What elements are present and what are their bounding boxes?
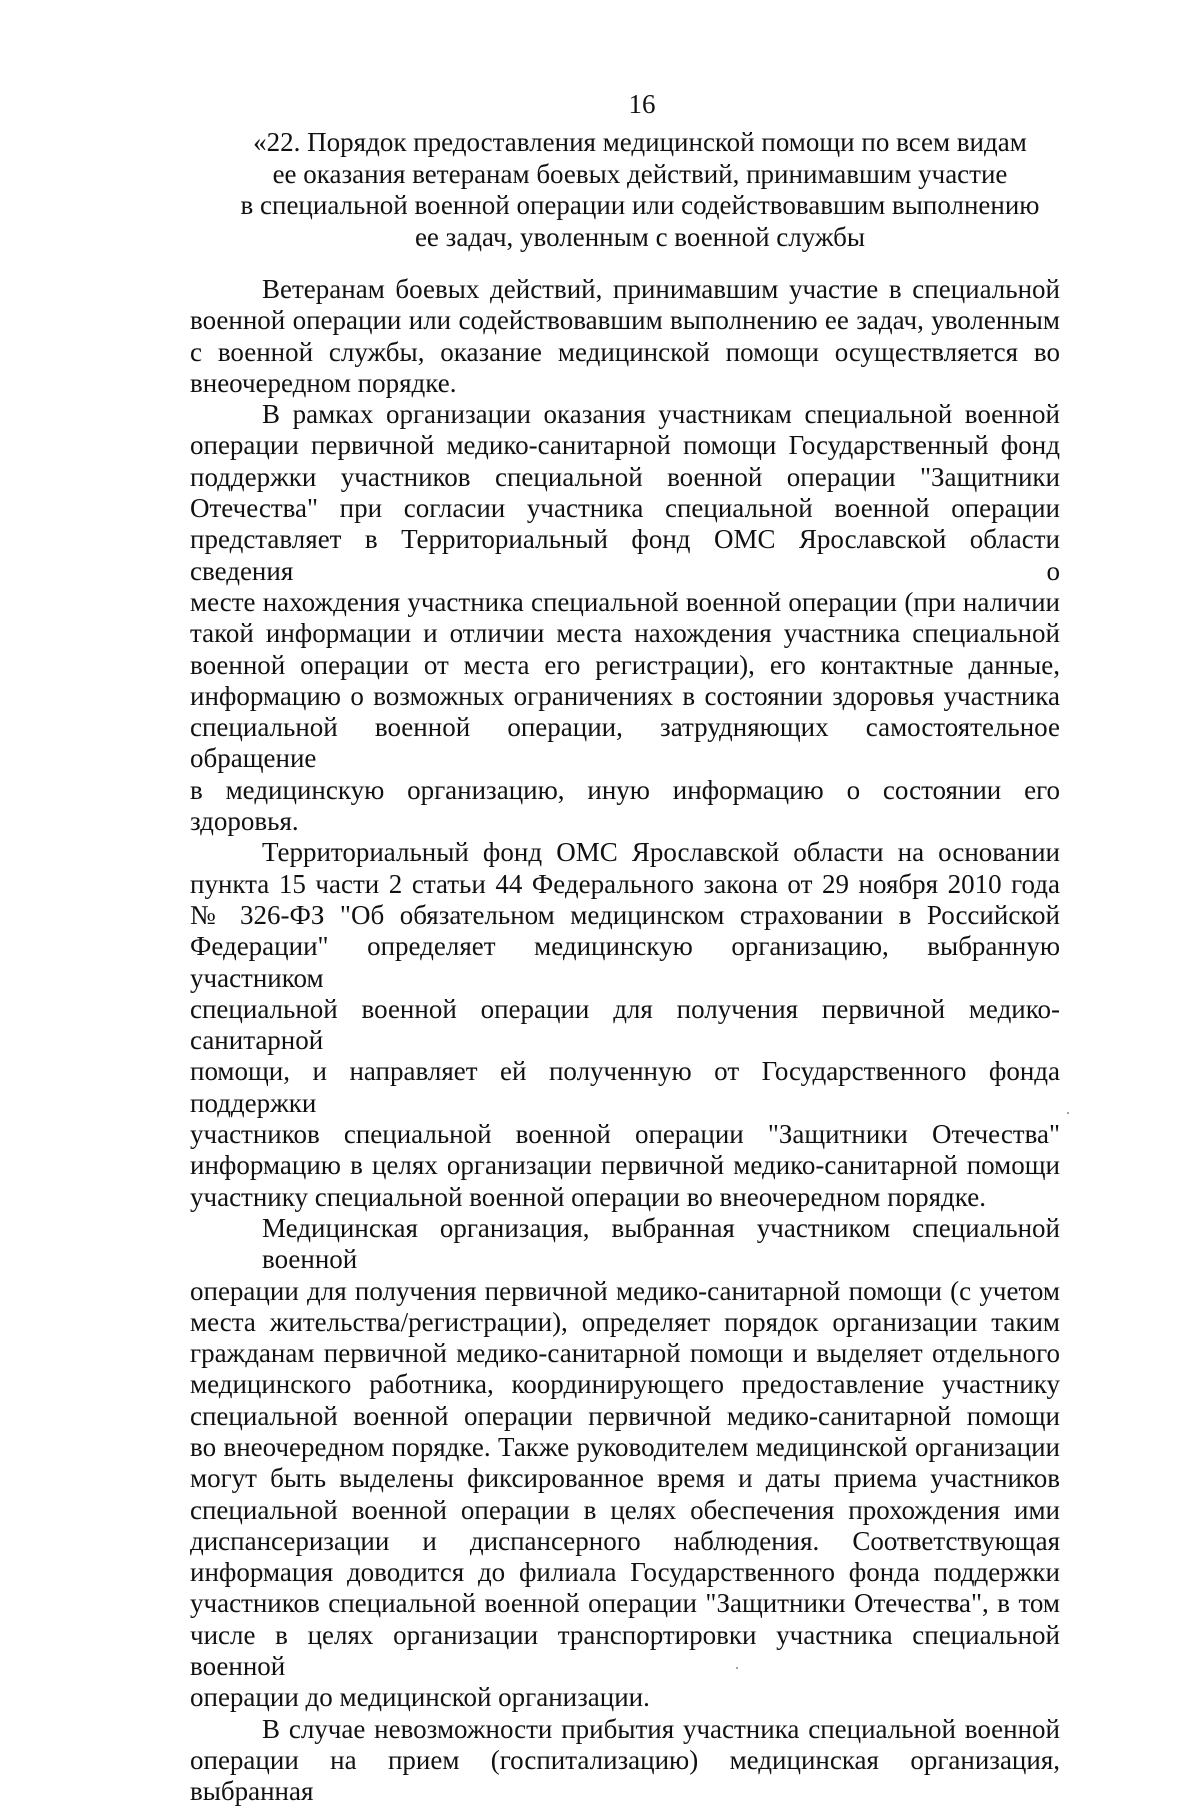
text-line: представляет в Территориальный фонд ОМС Ярославской области сведения о	[190, 524, 1060, 586]
text-line: информация доводится до филиала Государственного фонда поддержки	[190, 1557, 1060, 1588]
text-line: специальной военной операции для получения первичной медико-санитарной	[190, 993, 1060, 1056]
page-number: 16	[628, 89, 656, 119]
text-line: Ветеранам боевых действий, принимавшим участие в специальной	[262, 274, 1060, 304]
text-line: с военной службы, оказание медицинской помощи осуществляется во	[190, 336, 1060, 367]
heading-line: ее задач, уволенным с военной службы	[414, 221, 866, 252]
text-line: Медицинская организация, выбранная участником специальной военной	[262, 1212, 1060, 1275]
paragraph	[190, 274, 1060, 399]
text-line: специальной военной операции, затрудняющих самостоятельное обращение	[190, 712, 1060, 774]
text-line: помощи, и направляет ей полученную от Государственного фонда поддержки	[190, 1056, 1060, 1118]
text-line: участнику специальной военной операции во внеочередном порядке.	[190, 1181, 986, 1212]
text-line: могут быть выделены фиксированное время и даты приема участников	[190, 1463, 1060, 1494]
text-line: пункта 15 части 2 статьи 44 Федерального закона от 29 ноября 2010 года	[190, 868, 1060, 899]
paragraph	[190, 399, 1060, 837]
text-line: операции первичной медико-санитарной помощи Государственный фонд	[190, 430, 1060, 461]
text-line: специальной военной операции в целях обеспечения прохождения ими	[190, 1494, 1060, 1525]
text-line: медицинского работника, координирующего предоставление участнику	[190, 1369, 1060, 1400]
text-line: военной операции или содействовавшим выполнению ее задач, уволенным	[190, 305, 1060, 336]
text-line: Отечества" при согласии участника специальной военной операции	[190, 493, 1060, 524]
scan-speck	[736, 1667, 738, 1669]
text-line: числе в целях организации транспортировки участника специальной военной	[190, 1619, 1060, 1682]
text-line: диспансеризации и диспансерного наблюдения. Соответствующая	[190, 1525, 1060, 1556]
text-line: операции до медицинской организации.	[190, 1682, 650, 1713]
text-line: военной операции от места его регистрации), его контактные данные,	[190, 649, 1060, 680]
text-line: специальной военной операции первичной медико-санитарной помощи	[190, 1400, 1060, 1431]
text-line: операции для получения первичной медико-санитарной помощи (с учетом	[190, 1275, 1060, 1306]
text-line: такой информации и отличии места нахождения участника специальной	[190, 618, 1060, 649]
text-line: гражданам первичной медико-санитарной помощи и выделяет отдельного	[190, 1338, 1060, 1369]
paragraph	[190, 1714, 1060, 1808]
text-line: участников специальной военной операции "Защитники Отечества", в том	[190, 1588, 1060, 1619]
text-line: во внеочередном порядке. Также руководителем медицинской организации	[190, 1431, 1060, 1462]
text-line: месте нахождения участника специальной военной операции (при наличии	[190, 586, 1060, 617]
text-line: В рамках организации оказания участникам специальной военной	[262, 399, 1060, 430]
text-line: операции на прием (госпитализацию) медицинская организация, выбранная	[190, 1744, 1060, 1807]
text-line: информацию о возможных ограничениях в состоянии здоровья участника	[190, 680, 1060, 711]
section-heading	[230, 127, 1050, 253]
text-line: В случае невозможности прибытия участника специальной военной	[262, 1713, 1060, 1744]
text-line: места жительства/регистрации), определяет порядок организации таким	[190, 1306, 1060, 1337]
paragraph	[190, 1213, 1060, 1714]
text-line: Федерации" определяет медицинскую организацию, выбранную участником	[190, 931, 1060, 993]
text-line: в медицинскую организацию, иную информацию о состоянии его здоровья.	[190, 774, 1060, 837]
text-line: участников специальной военной операции "Защитники Отечества"	[190, 1119, 1060, 1150]
text-line: поддержки участников специальной военной операции "Защитники	[190, 461, 1060, 492]
body-text	[190, 274, 1060, 1808]
paragraph	[190, 837, 1060, 1213]
text-line: Территориальный фонд ОМС Ярославской области на основании	[262, 837, 1060, 868]
heading-line: «22. Порядок предоставления медицинской помощи по всем видам	[253, 127, 1027, 157]
text-line: информацию в целях организации первичной медико-санитарной помощи	[190, 1150, 1060, 1181]
text-line: внеочередном порядке.	[190, 367, 457, 398]
text-line: № 326-ФЗ "Об обязательном медицинском страховании в Российской	[190, 899, 1060, 930]
heading-line: ее оказания ветеранам боевых действий, принимавшим участие	[272, 158, 1008, 189]
heading-line: в специальной военной операции или содействовавшим выполнению	[240, 190, 1040, 220]
scan-speck	[1067, 1112, 1069, 1114]
